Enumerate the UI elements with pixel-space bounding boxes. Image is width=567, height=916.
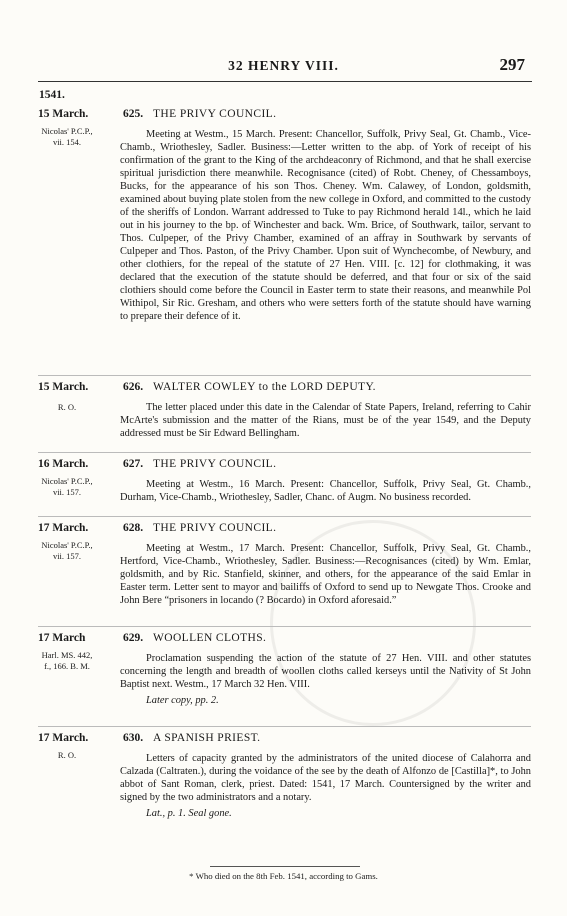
header-rule bbox=[38, 81, 532, 82]
entry-number: 627. bbox=[123, 458, 144, 470]
entry-date: 16 March. bbox=[38, 458, 89, 470]
calendar-entry bbox=[38, 458, 531, 504]
entry-divider bbox=[38, 452, 531, 453]
footnote-rule bbox=[210, 866, 360, 867]
entry-heading bbox=[38, 732, 531, 747]
entry-title: WOOLLEN CLOTHS. bbox=[153, 632, 267, 644]
entry-number: 629. bbox=[123, 632, 144, 644]
page-number: 297 bbox=[499, 55, 525, 74]
entry-number: 630. bbox=[123, 732, 144, 744]
entry-date: 15 March. bbox=[38, 381, 89, 393]
entry-heading bbox=[38, 108, 531, 123]
entry-divider bbox=[38, 375, 531, 376]
entry-divider bbox=[38, 516, 531, 517]
entry-source: R. O. bbox=[57, 750, 77, 760]
entry-note: Lat., p. 1. Seal gone. bbox=[146, 808, 232, 819]
entry-source: Nicolas' P.C.P., vii. 157. bbox=[41, 540, 93, 561]
year-label: 1541. bbox=[39, 89, 65, 101]
entry-source: Nicolas' P.C.P., vii. 157. bbox=[41, 476, 93, 497]
entry-note: Later copy, pp. 2. bbox=[146, 695, 219, 706]
entry-body: Meeting at Westm., 15 March. Present: Chancellor, Suffolk, Privy Seal, Gt. Chamb., Vice-Chamb., Wriothesley, Sadler. Business:—Letter written to the abp. of York of receipt of his confirmation of the grant to the King of the archdeaconry of Richmond, and that he shall exercise spiritual jurisdiction there meanwhile. Recognisance (cited) of Robt. Cheney, of Chessamboys, Bucks, for the appearance of his son Thos. Cheney. Wm. Calawey, of London, goldsmith, examined about buying plate stolen from the new college in Oxford, and committed to the custody of the sheriffs of London. Warrant addressed to Tuke to pay Richmond herald 14l., which he laid out in his journey to the bp. of Winchester and back. Wm. Brice, of Southwark, tailor, servant to Thos. Culpeper, of the Privy Chamber, examined of an affray in Southwark by servants of Culpeper and Thos. Paston, of the Privy Chamber. Upon suit of Wynchecombe, of Newbury, and other clothiers, for the repeal of the statute of 27 Hen. VIII. [c. 12] for clothmaking, it was declared that the execution of the statute should be deferred, and that four or six of the said clothiers should come before the Council in Easter term to state their reasons, and meanwhile Pol Withipol, Sir Ric. Gresham, and others who were setters forth of the statute should have warning to prepare their defence of it. bbox=[120, 129, 531, 322]
calendar-entry bbox=[38, 381, 531, 440]
entry-number: 625. bbox=[123, 108, 144, 120]
entry-title: WALTER COWLEY to the LORD DEPUTY. bbox=[153, 381, 376, 393]
entry-heading bbox=[38, 458, 531, 473]
entry-heading bbox=[38, 522, 531, 537]
running-header bbox=[0, 55, 567, 80]
entry-title: THE PRIVY COUNCIL. bbox=[153, 458, 277, 470]
entry-number: 626. bbox=[123, 381, 144, 393]
entry-source: Harl. MS. 442, f., 166. B. M. bbox=[41, 650, 93, 671]
entry-body: Proclamation suspending the action of the statute of 27 Hen. VIII. and other statutes concerning the length and breadth of woollen cloths called kerseys until the Nativity of St John Baptist next. Westm., 17 March 32 Hen. VIII. bbox=[120, 653, 531, 690]
entry-date: 17 March. bbox=[38, 732, 89, 744]
entry-date: 17 March. bbox=[38, 522, 89, 534]
calendar-entry bbox=[38, 108, 531, 323]
entry-source: R. O. bbox=[57, 402, 77, 412]
running-title: 32 HENRY VIII. bbox=[228, 58, 339, 73]
entry-divider bbox=[38, 626, 531, 627]
entry-body: Letters of capacity granted by the administrators of the united diocese of Calahorra and Calzada (Caltraten.), during the voidance of the see by the death of Alfonzo de [Castilla]*, to John abbot of Sant Roman, clerk, priest. Dated: 1541, 17 March. Countersigned by the writer and signed by the two administrators and a notary. bbox=[120, 753, 531, 803]
calendar-entry bbox=[38, 632, 531, 706]
entry-body: Meeting at Westm., 16 March. Present: Chancellor, Suffolk, Privy Seal, Gt. Chamb., Durham, Vice-Chamb., Wriothesley, Sadler, Chanc. of Augm. No business recorded. bbox=[120, 479, 531, 503]
calendar-entry bbox=[38, 522, 531, 607]
entry-divider bbox=[38, 726, 531, 727]
entry-heading bbox=[38, 381, 531, 396]
entry-body: The letter placed under this date in the Calendar of State Papers, Ireland, referring to Cahir McArte's submission and the matter of the Rians, must be of the year 1549, and the Deputy addressed must be Sir Edward Bellingham. bbox=[120, 402, 531, 439]
entry-number: 628. bbox=[123, 522, 144, 534]
entry-title: THE PRIVY COUNCIL. bbox=[153, 522, 277, 534]
entry-date: 17 March bbox=[38, 632, 86, 644]
calendar-entry bbox=[38, 732, 531, 819]
entry-date: 15 March. bbox=[38, 108, 89, 120]
entry-title: A SPANISH PRIEST. bbox=[153, 732, 261, 744]
entry-source: Nicolas' P.C.P., vii. 154. bbox=[41, 126, 93, 147]
entry-heading bbox=[38, 632, 531, 647]
entry-title: THE PRIVY COUNCIL. bbox=[153, 108, 277, 120]
footnote: * Who died on the 8th Feb. 1541, according to Gams. bbox=[189, 871, 378, 881]
entry-body: Meeting at Westm., 17 March. Present: Chancellor, Suffolk, Privy Seal, Gt. Chamb., Hertford, Vice-Chamb., Wriothesley, Sadler. Business:—Recognisances (cited) by Wm. Emlar, goldsmith, and by Ric. Stanfield, skinner, and others, for the appearance of the said Emlar in Easter term. Letter sent to mayor and bailiffs of Oxford to send up to Newgate Thos. Crooke and John Bere “prisoners in locando (? Bocardo) in Oxford aforesaid.” bbox=[120, 543, 531, 606]
